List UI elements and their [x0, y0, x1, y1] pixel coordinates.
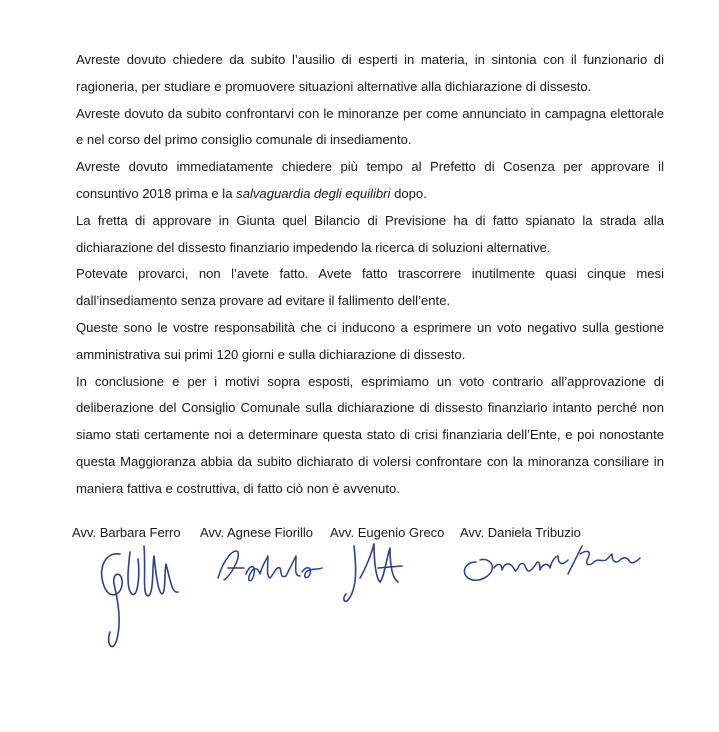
paragraph: Avreste dovuto da subito confrontarvi con le minoranze per come annunciato in campagna elettorale e nel corso del primo consiglio comunale di insediamento.	[76, 105, 664, 148]
handwritten-signature	[458, 540, 648, 590]
handwritten-signature	[210, 538, 330, 598]
paragraph: La fretta di approvare in Giunta quel Bilancio di Previsione ha di fatto spianato la strada alla dichiarazione del dissesto finanziario impedendo la ricerca di soluzioni alternative.	[76, 212, 664, 255]
handwritten-signature	[92, 534, 202, 654]
paragraph-text: dopo.	[390, 185, 427, 201]
signer-name: Avv. Eugenio Greco	[330, 525, 445, 540]
paragraph-text: Avreste dovuto immediatamente chiedere più tempo al Prefetto di Cosenza per approvare il consuntivo 2018 prima e la	[76, 159, 664, 201]
paragraph	[76, 154, 664, 208]
paragraph: Queste sono le vostre responsabilità che ci inducono a esprimere un voto negativo sulla gestione amministrativa sui primi 120 giorni e sulla dichiarazione di dissesto.	[76, 319, 664, 362]
paragraph: Avreste dovuto chiedere da subito l’ausilio di esperti in materia, in sintonia con il funzionario di ragioneria, per studiare e promuovere situazioni alternative alla dichiarazione di dissesto.	[76, 52, 664, 94]
signer-name: Avv. Daniela Tribuzio	[460, 525, 581, 540]
signer-name: Avv. Agnese Fiorillo	[200, 525, 313, 540]
document-body	[76, 47, 664, 503]
italic-phrase: salvaguardia degli equilibri	[236, 185, 391, 201]
paragraph: In conclusione e per i motivi sopra esposti, esprimiamo un voto contrario all’approvazione di deliberazione del Consiglio Comunale sulla dichiarazione di dissesto finanziario intanto perché non siamo stati certamente noi a determinare questa stato di crisi finanziaria dell’Ente, e poi nonostante questa Maggioranza abbia da subito dichiarato di volersi confrontare con la minoranza consiliare in maniera fattiva e costruttiva, di fatto ciò non è avvenuto.	[76, 373, 664, 496]
paragraph: Potevate provarci, non l’avete fatto. Avete fatto trascorrere inutilmente quasi cinque mesi dall’insediamento senza provare ad evitare il fallimento dell’ente.	[76, 266, 664, 309]
signer-name: Avv. Barbara Ferro	[72, 525, 181, 540]
handwritten-signature	[340, 538, 410, 608]
